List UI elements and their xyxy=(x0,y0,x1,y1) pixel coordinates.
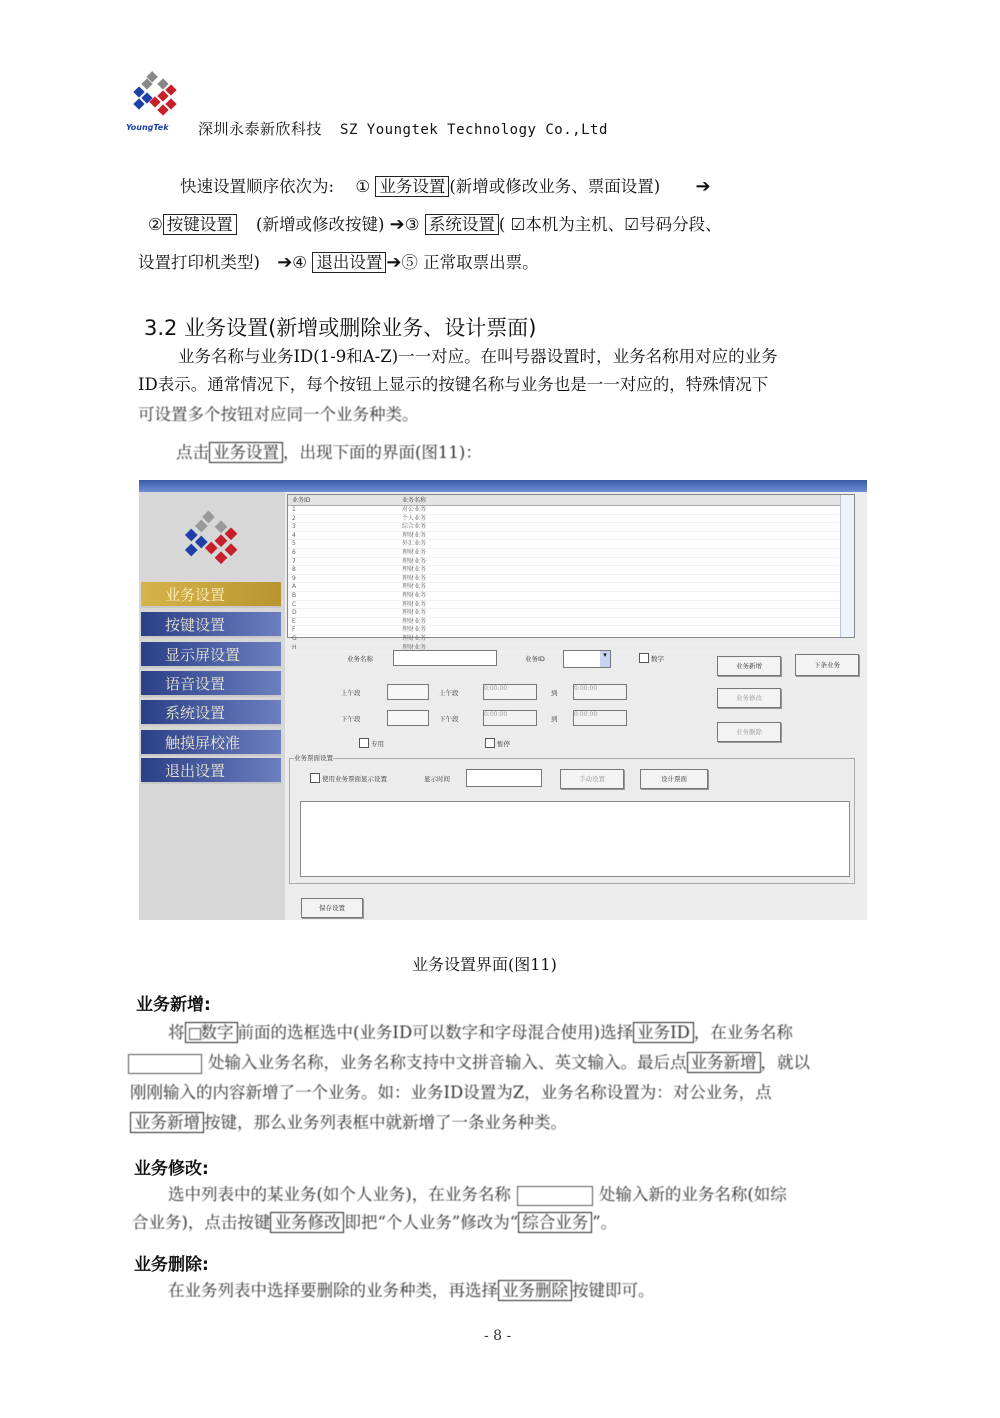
text: 将 xyxy=(168,1023,185,1042)
am-end-time[interactable]: 0:00:00 xyxy=(573,684,627,700)
arrow-right-icon: ➔ xyxy=(695,176,711,197)
manual-settings-button[interactable]: 手动设置 xyxy=(560,769,624,789)
cell-name: 理财业务 xyxy=(402,600,427,608)
inline-box-label: 业务修改 xyxy=(270,1212,344,1233)
company-name-cn: 深圳永泰新欣科技 xyxy=(198,120,323,138)
menu-item-system-settings[interactable]: 系统设置 xyxy=(141,700,281,726)
show-time-input[interactable] xyxy=(466,769,542,787)
business-name-input[interactable] xyxy=(393,650,497,666)
arrow-right-icon: ➔ xyxy=(277,252,293,273)
cell-id: 3 xyxy=(292,523,296,531)
text: ，出现下面的界面(图11)： xyxy=(283,443,482,462)
save-settings-button[interactable]: 保存设置 xyxy=(301,898,363,918)
inline-box-label: 业务设置 xyxy=(209,442,283,463)
add-line-2 xyxy=(128,1052,810,1074)
arrow-right-icon: ➔ xyxy=(389,214,405,235)
pm-end-time[interactable]: 0:00:00 xyxy=(573,710,627,726)
logo-text: YoungTek xyxy=(126,123,169,132)
dedicated-label: 专用 xyxy=(371,740,384,748)
text: ”。 xyxy=(592,1213,618,1232)
table-row[interactable] xyxy=(288,618,854,627)
business-settings-screenshot xyxy=(139,480,867,920)
figure-caption: 业务设置界面(图11) xyxy=(412,955,557,974)
text: 数字 xyxy=(200,1023,234,1042)
am-start-time[interactable]: 0:00:00 xyxy=(483,684,537,700)
text: 处输入新的业务名称(如综 xyxy=(598,1185,787,1204)
ticket-display-checkbox[interactable] xyxy=(310,773,320,783)
inline-box-label: 业务ID xyxy=(633,1022,694,1043)
modify-line-2 xyxy=(132,1212,617,1234)
step-number: ③ xyxy=(404,215,420,234)
cell-name: 对公业务 xyxy=(402,506,427,513)
settings-main-panel xyxy=(285,492,867,920)
text: 选中列表中的某业务(如个人业务)，在业务名称 xyxy=(168,1185,511,1204)
settings-sidebar xyxy=(139,492,285,920)
table-row[interactable] xyxy=(288,515,854,524)
cell-name: 理财业务 xyxy=(402,591,427,599)
cell-name: 综合业务 xyxy=(402,523,427,531)
menu-item-display-settings[interactable]: 显示屏设置 xyxy=(141,642,281,668)
add-line-4 xyxy=(130,1112,567,1134)
step-box-business: 业务设置 xyxy=(375,176,449,197)
column-header-name: 业务名称 xyxy=(402,497,427,504)
table-row[interactable] xyxy=(288,532,854,541)
list-header xyxy=(288,495,854,506)
cell-id: F xyxy=(292,626,296,634)
cell-id: 1 xyxy=(292,506,296,513)
design-ticket-button[interactable]: 设计票面 xyxy=(640,769,708,789)
cell-id: E xyxy=(292,617,296,625)
cell-id: C xyxy=(292,600,297,608)
digit-label: 数字 xyxy=(651,655,664,663)
cell-id: H xyxy=(292,643,297,651)
am-label: 上午段 xyxy=(341,689,361,697)
cell-name: 个人业务 xyxy=(402,514,427,522)
menu-item-business-settings[interactable]: 业务设置 xyxy=(141,582,281,608)
name-field-illustration xyxy=(517,1186,593,1206)
table-row[interactable] xyxy=(288,592,854,601)
section-paragraph-line xyxy=(176,442,482,464)
modify-business-button[interactable]: 业务修改 xyxy=(717,688,781,708)
add-line-1 xyxy=(168,1022,793,1044)
step-desc: (新增或修改业务、票面设置) xyxy=(449,177,661,196)
step-desc: (新增或修改按键) xyxy=(256,215,385,234)
inline-box-label: 业务新增 xyxy=(130,1112,204,1133)
intro-line-2 xyxy=(148,214,722,236)
business-id-label: 业务ID xyxy=(525,655,545,663)
business-id-select[interactable] xyxy=(563,650,611,668)
cell-id: 4 xyxy=(292,531,296,539)
window-title-bar xyxy=(139,480,867,492)
am-label-2: 上午段 xyxy=(439,689,459,697)
text: 按键，那么业务列表框中就新增了一条业务种类。 xyxy=(204,1113,567,1132)
step-desc: ( ☑本机为主机、☑号码分段、 xyxy=(498,215,722,234)
company-logo xyxy=(124,70,186,132)
text: ，在业务名称 xyxy=(693,1023,793,1042)
cell-id: D xyxy=(292,609,297,617)
step-number: ④ xyxy=(292,253,308,272)
table-row[interactable] xyxy=(288,506,854,515)
intro-line-1 xyxy=(180,176,711,198)
ticket-display-label: 使用业务票面显示设置 xyxy=(322,775,387,783)
to-label: 到 xyxy=(551,689,558,697)
step-box-system: 系统设置 xyxy=(425,214,499,235)
table-row[interactable] xyxy=(288,558,854,567)
business-name-label: 业务名称 xyxy=(347,655,373,663)
cell-name: 理财业务 xyxy=(402,643,427,651)
text: 处输入业务名称，业务名称支持中文拼音输入、英文输入。最后点 xyxy=(208,1053,687,1072)
inline-box-label: 业务删除 xyxy=(498,1280,572,1301)
menu-item-key-settings[interactable]: 按键设置 xyxy=(141,612,281,638)
step-number: ① xyxy=(355,177,371,196)
cell-id: 7 xyxy=(292,557,296,565)
cell-name: 外汇业务 xyxy=(402,540,427,548)
cell-name: 理财业务 xyxy=(402,617,427,625)
checkbox-icon xyxy=(189,1028,201,1040)
group-title: 业务票面设置 xyxy=(294,754,333,762)
text: 按键即可。 xyxy=(572,1281,655,1300)
am-input[interactable] xyxy=(387,684,429,700)
company-name-en: SZ Youngtek Technology Co.,Ltd xyxy=(340,122,608,138)
cell-id: G xyxy=(292,634,297,642)
cell-id: 9 xyxy=(292,574,296,582)
section-paragraph-line: ID表示。通常情况下，每个按钮上显示的按键名称与业务也是一一对应的，特殊情况下 xyxy=(138,375,769,394)
list-scrollbar[interactable] xyxy=(840,495,854,637)
cell-name: 理财业务 xyxy=(402,609,427,617)
ticket-settings-group xyxy=(289,754,855,884)
delete-business-button[interactable]: 业务删除 xyxy=(717,722,781,742)
section-paragraph-line: 业务名称与业务ID(1-9和A-Z)一一对应。在叫号器设置时，业务名称用对应的业务 xyxy=(178,347,778,366)
delete-line-1 xyxy=(168,1280,655,1302)
chevron-down-icon: ▾ xyxy=(600,651,610,667)
intro-line-3 xyxy=(138,252,539,274)
pm-label-2: 下午段 xyxy=(439,715,459,723)
business-list[interactable] xyxy=(287,494,855,651)
text: 点击 xyxy=(176,443,209,462)
pause-checkbox[interactable] xyxy=(485,738,495,748)
text: 合业务)，点击按键 xyxy=(132,1213,271,1232)
table-row[interactable] xyxy=(288,601,854,610)
list-rows xyxy=(288,506,854,652)
intro-text: 快速设置顺序依次为: xyxy=(180,177,335,196)
company-logo xyxy=(175,512,249,576)
inline-box-label: 业务新增 xyxy=(687,1052,761,1073)
table-row[interactable] xyxy=(288,566,854,575)
heading-business-modify: 业务修改: xyxy=(134,1159,209,1179)
menu-item-exit-settings[interactable]: 退出设置 xyxy=(141,758,281,784)
step-number: ⑤ xyxy=(401,253,418,272)
intro-text: 设置打印机类型) xyxy=(138,253,260,272)
next-business-button[interactable]: 下条业务 xyxy=(795,654,859,676)
heading-business-add: 业务新增: xyxy=(136,995,211,1015)
cell-name: 理财业务 xyxy=(402,531,427,539)
inline-box-label: 综合业务 xyxy=(518,1212,592,1233)
add-business-button[interactable]: 业务新增 xyxy=(717,656,781,676)
menu-item-touch-calibration[interactable]: 触摸屏校准 xyxy=(141,730,281,756)
digit-checkbox[interactable] xyxy=(639,653,649,663)
table-row[interactable] xyxy=(288,549,854,558)
cell-name: 理财业务 xyxy=(402,583,427,591)
name-field-illustration xyxy=(128,1054,202,1074)
cell-id: 8 xyxy=(292,566,296,574)
add-line-3: 刚刚输入的内容新增了一个业务。如：业务ID设置为Z，业务名称设置为：对公业务，点 xyxy=(130,1083,772,1102)
cell-id: A xyxy=(292,583,297,591)
menu-item-voice-settings[interactable]: 语音设置 xyxy=(141,671,281,697)
section-paragraph-line: 可设置多个按钮对应同一个业务种类。 xyxy=(138,405,419,424)
cell-name: 理财业务 xyxy=(402,574,427,582)
text: 前面的选框选中(业务ID可以数字和字母混合使用)选择 xyxy=(237,1023,634,1042)
to-label: 到 xyxy=(551,715,558,723)
pm-label: 下午段 xyxy=(341,715,361,723)
step-box-keys: 按键设置 xyxy=(163,214,237,235)
cell-id: 6 xyxy=(292,548,296,556)
show-time-label: 显示时间 xyxy=(424,775,450,783)
table-row[interactable] xyxy=(288,523,854,532)
table-row[interactable] xyxy=(288,626,854,635)
cell-name: 理财业务 xyxy=(402,634,427,642)
column-header-id: 业务ID xyxy=(292,497,311,504)
step-desc: 正常取票出票。 xyxy=(423,253,539,272)
modify-line-1 xyxy=(168,1184,787,1206)
cell-id: 5 xyxy=(292,540,296,548)
pause-label: 暂停 xyxy=(497,740,510,748)
table-row[interactable] xyxy=(288,575,854,584)
dedicated-checkbox[interactable] xyxy=(359,738,369,748)
step-number: ② xyxy=(148,215,163,234)
text: ，就以 xyxy=(760,1053,810,1072)
step-box-exit: 退出设置 xyxy=(312,252,386,273)
table-row[interactable] xyxy=(288,609,854,618)
page-number: - 8 - xyxy=(484,1328,512,1344)
section-title: 3.2 业务设置(新增或删除业务、设计票面) xyxy=(144,316,537,340)
cell-id: 2 xyxy=(292,514,296,522)
table-row[interactable] xyxy=(288,583,854,592)
text: 在业务列表中选择要删除的业务种类，再选择 xyxy=(168,1281,498,1300)
cell-name: 理财业务 xyxy=(402,557,427,565)
ticket-text-area[interactable] xyxy=(300,801,850,877)
table-row[interactable] xyxy=(288,635,854,644)
company-name xyxy=(198,118,608,139)
cell-name: 理财业务 xyxy=(402,626,427,634)
heading-business-delete: 业务删除: xyxy=(134,1255,209,1275)
inline-box-label xyxy=(185,1022,238,1043)
cell-id: B xyxy=(292,591,297,599)
text: 即把“个人业务”修改为“ xyxy=(344,1213,519,1232)
cell-name: 理财业务 xyxy=(402,548,427,556)
cell-name: 理财业务 xyxy=(402,566,427,574)
table-row[interactable] xyxy=(288,540,854,549)
pm-start-time[interactable]: 0:00:00 xyxy=(483,710,537,726)
arrow-right-icon: ➔ xyxy=(386,252,402,273)
pm-input[interactable] xyxy=(387,710,429,726)
